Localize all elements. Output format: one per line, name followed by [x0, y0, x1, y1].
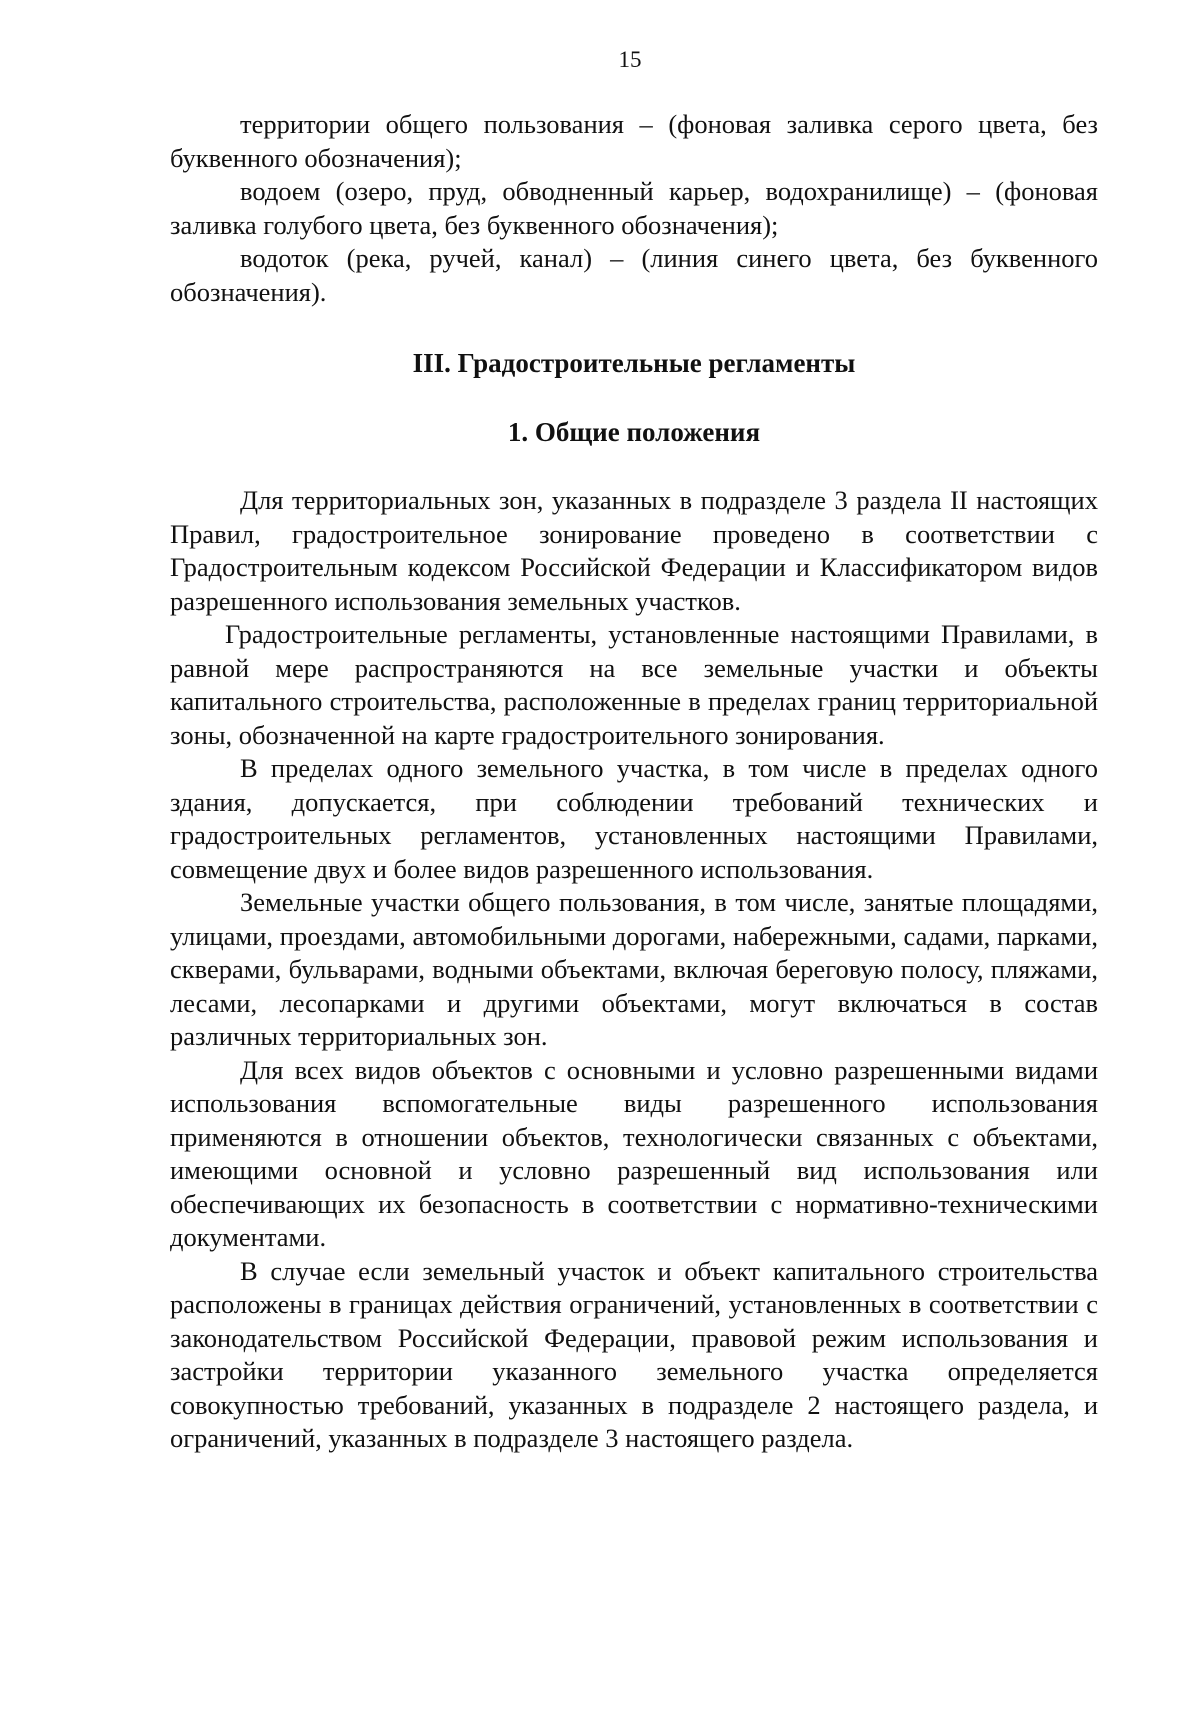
- section-heading: III. Градостроительные регламенты: [412, 348, 856, 378]
- paragraph: Для территориальных зон, указанных в подразделе 3 раздела II настоящих Правил, градостроительное зонирование проведено в соответствии с Градостроительным кодексом Российской Федерации и Классификатором видов разрешенного использования земельных участков.: [170, 485, 1098, 616]
- paragraph: Для всех видов объектов с основными и условно разрешенными видами использования вспомогательные виды разрешенного использования применяются в отношении объектов, технологически связанных с объектами, имеющими основной и условно разрешенный вид использования или обеспечивающих их безопасность в соответствии с нормативно-техническими документами.: [170, 1054, 1098, 1252]
- document-body: [170, 108, 1098, 1456]
- subsection-heading: 1. Общие положения: [507, 417, 761, 447]
- legend-item-reservoir: водоем (озеро, пруд, обводненный карьер, водохранилище) – (фоновая заливка голубого цвета, без буквенного обозначения);: [170, 176, 1098, 240]
- legend-item-public-territories: территории общего пользования – (фоновая заливка серого цвета, без буквенного обозначения);: [170, 109, 1098, 173]
- legend-item-watercourse: водоток (река, ручей, канал) – (линия синего цвета, без буквенного обозначения).: [170, 243, 1098, 307]
- paragraph: В пределах одного земельного участка, в том числе в пределах одного здания, допускается, при соблюдении требований технических и градостроительных регламентов, установленных настоящими Правилами, совмещение двух и более видов разрешенного использования.: [170, 753, 1098, 884]
- page-number: 15: [618, 47, 642, 72]
- paragraph: В случае если земельный участок и объект капитального строительства расположены в границах действия ограничений, установленных в соответствии с законодательством Российской Федерации, правовой режим использования и застройки территории указанного земельного участка определяется совокупностью требований, указанных в подразделе 2 настоящего раздела, и ограничений, указанных в подразделе 3 настоящего раздела.: [170, 1255, 1098, 1453]
- paragraph: Градостроительные регламенты, установленные настоящими Правилами, в равной мере распространяются на все земельные участки и объекты капитального строительства, расположенные в пределах границ территориальной зоны, обозначенной на карте градостроительного зонирования.: [170, 619, 1098, 750]
- paragraph: Земельные участки общего пользования, в том числе, занятые площадями, улицами, проездами, автомобильными дорогами, набережными, садами, парками, скверами, бульварами, водными объектами, включая береговую полосу, пляжами, лесами, лесопарками и другими объектами, могут включаться в состав различных территориальных зон.: [170, 887, 1098, 1051]
